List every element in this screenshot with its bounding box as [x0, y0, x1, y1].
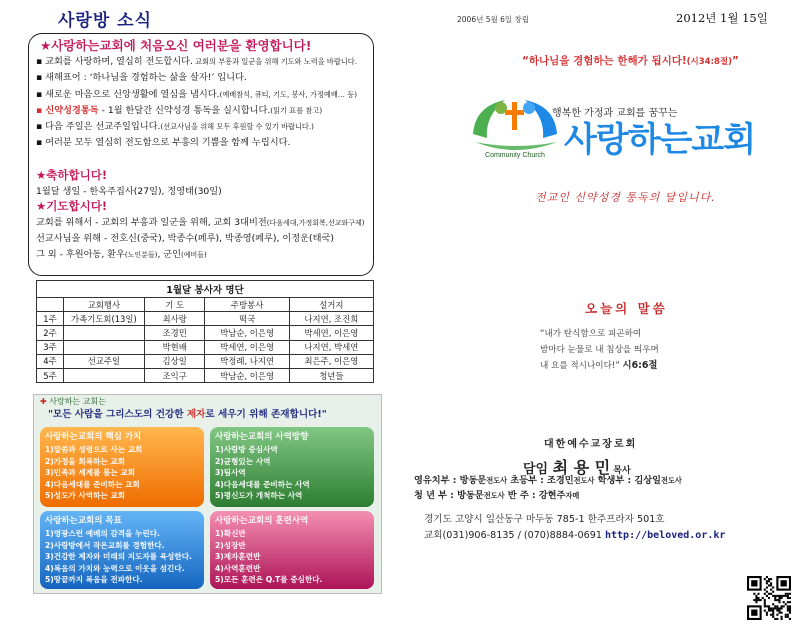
vision-logo-text: 사랑하는 교회는: [49, 397, 106, 406]
word-line: “내가 탄식함으로 피곤하여: [540, 329, 642, 339]
congrats-text: 1월달 생일 - 한옥주집사(27일), 정영태(30일): [36, 185, 222, 197]
volunteer-cell: 박남순, 이은영: [205, 326, 289, 340]
bulletin-date: 2012년 1월 15일: [676, 11, 768, 25]
volunteer-cell: 가족기도회(13일): [63, 312, 144, 326]
volunteer-cell: 박현배: [144, 340, 205, 354]
announcement-item: [36, 103, 370, 119]
volunteer-header: [37, 298, 64, 312]
prayer-text: 그 외 - 후원아동, 환우: [36, 248, 125, 260]
card-goals: [40, 511, 204, 589]
volunteer-cell: 김상일: [144, 354, 205, 368]
vision-slogan: [48, 406, 327, 420]
card-item: 4)사역훈련반: [215, 563, 261, 573]
staff-row: [414, 488, 799, 503]
volunteer-cell: 청년들: [289, 368, 373, 382]
volunteer-header: 주방봉사: [205, 298, 289, 312]
card-item: 3)제자훈련반: [215, 552, 261, 561]
theme-text: “하나님을 경험하는 한해가 됩시다!: [522, 55, 687, 67]
announcement-text: - 1월 한달간 신약성경 통독을 실시합니다.: [98, 104, 271, 116]
volunteer-row: [37, 326, 374, 340]
word-ref: 시6:6절: [622, 360, 658, 371]
prayer-note: (다음세대,가정회복,선교와구제): [266, 218, 365, 227]
staff-title: 전도사: [483, 491, 505, 500]
card-item: 1)영광스런 예배의 감격을 누린다.: [45, 529, 160, 538]
card-title: 사랑하는교회의 훈련사역: [215, 516, 309, 526]
volunteer-cell: 조경민: [144, 326, 205, 340]
announcement-text: ▪ 새로운 마음으로 신앙생활에 열심을 냅시다.: [36, 88, 220, 100]
staff-name: 방동문: [457, 490, 484, 501]
prayer-text: , 군인: [157, 248, 182, 260]
prayer-note: (예비들): [181, 250, 207, 259]
congrats-section: [36, 168, 370, 263]
church-contact: [424, 512, 799, 544]
volunteer-header: 교회행사: [63, 298, 144, 312]
announcement-item: [36, 119, 370, 135]
staff-title: 자매: [565, 491, 580, 500]
volunteer-header: 기 도: [144, 298, 205, 312]
word-line: 밤마다 눈물로 내 침상을 띄우며: [540, 345, 659, 355]
year-theme: [522, 53, 739, 68]
card-item: 3)팀사역: [215, 468, 246, 477]
volunteer-cell: 3주: [37, 340, 64, 354]
prayer-item: [36, 215, 370, 232]
card-item: 3)건강한 제자와 미래의 지도자를 육성한다.: [45, 552, 192, 561]
card-core-values: [40, 427, 204, 507]
prayer-item: [36, 231, 370, 247]
volunteer-cell: 2주: [37, 326, 64, 340]
theme-close: ”: [732, 55, 739, 67]
church-name: 사랑하는교회: [564, 120, 756, 160]
card-item: 3)민족과 세계를 품는 교회: [45, 468, 136, 477]
staff-role: 반 주 :: [504, 490, 539, 501]
volunteer-cell: 박세연, 이은영: [289, 326, 373, 340]
prayer-heading: ★기도합시다!: [36, 199, 108, 213]
staff-title: 전도사: [573, 476, 595, 485]
card-title: 사랑하는교회의 목표: [45, 516, 122, 526]
card-item: 5)모든 훈련은 Q.T를 중심한다.: [215, 575, 323, 584]
announcement-note: (읽기 표를 참고): [270, 105, 323, 115]
announcement-note: (예배참석, 큐티, 기도, 봉사, 가정예배… 등): [219, 89, 358, 99]
card-item: 2)성장반: [215, 540, 246, 550]
card-item: 1)말씀과 성령으로 사는 교회: [45, 445, 143, 454]
announcement-text: ▪ 새해표어 : ‘하나님을 경험하는 삶을 살자!’ 입니다.: [36, 72, 247, 84]
staff-role: 학생부 :: [594, 475, 635, 486]
slogan-highlight: 제자: [186, 409, 206, 420]
staff-role: 청 년 부 :: [414, 490, 458, 501]
denomination: 대한예수교장로회: [544, 439, 638, 450]
staff-row: [414, 473, 799, 488]
staff-title: 전도사: [486, 476, 508, 485]
todays-word: [540, 326, 750, 374]
church-url[interactable]: http://beloved.or.kr: [605, 530, 726, 541]
church-address: 경기도 고양시 일산동구 마두동 785-1 한주프라자 501호: [424, 514, 665, 525]
prayer-item: [36, 247, 370, 264]
staff-role: 영유치부 :: [414, 475, 460, 486]
staff-name: 조경민: [546, 475, 574, 486]
volunteer-cell: [63, 326, 144, 340]
card-item: 1)확신반: [215, 529, 246, 538]
congrats-heading: ★축하합니다!: [36, 168, 108, 182]
volunteer-table: [36, 280, 374, 383]
pastor-label: 담임: [523, 462, 553, 477]
founded-date: 2006년 5월 6일 창립: [457, 15, 530, 24]
pastor-title: 목사: [610, 466, 631, 476]
announcement-text: ▪ 다음 주일은 선교주일입니다.: [36, 121, 161, 133]
volunteer-cell: 최은주, 이은영: [289, 354, 373, 368]
card-item: 4)다음세대를 준비하는 교회: [45, 479, 140, 489]
volunteer-cell: 나지연, 조진희: [289, 312, 373, 326]
volunteer-row: [37, 368, 374, 382]
staff-name: 방동문: [459, 475, 487, 486]
card-item: 5)성도가 사역하는 교회: [45, 491, 126, 500]
cross-icon: ✚: [40, 397, 47, 406]
volunteer-row: [37, 312, 374, 326]
word-line: 내 요를 적시나이다!”: [540, 361, 620, 371]
volunteer-cell: [63, 340, 144, 354]
volunteer-cell: 5주: [37, 368, 64, 382]
section-title: 사랑방 소식: [58, 11, 153, 31]
card-ministry-direction: [210, 427, 374, 507]
church-phone: 교회(031)906-8135 / (070)8884-0691: [424, 530, 605, 541]
pastor-name: 최 용 민: [552, 458, 611, 477]
volunteer-cell: 4주: [37, 354, 64, 368]
welcome-heading: ★사랑하는교회에 처음오신 여러분을 환영합니다!: [40, 38, 312, 53]
volunteer-cell: 1주: [37, 312, 64, 326]
staff-list: [414, 473, 799, 503]
church-logo-icon: [465, 86, 565, 162]
announcement-text: ▪ 여러분 모두 열심히 전도함으로 부흥의 기쁨을 함께 누립시다.: [36, 137, 291, 149]
volunteer-cell: 떡국: [205, 312, 289, 326]
staff-title: 전도사: [661, 476, 682, 485]
announcement-note: (선교사님을 위해 모두 후원할 수 있기 바랍니다.): [160, 122, 314, 132]
volunteer-cell: 박정례, 나지연: [205, 354, 289, 368]
announcement-item: [36, 87, 370, 103]
slogan-part: "모든 사람을 그리스도의 건강한: [48, 409, 187, 420]
card-item: 5)땅끝까지 복음을 전파한다.: [45, 575, 143, 584]
volunteer-cell: 선교주일: [63, 354, 144, 368]
card-item: 2)사랑방에서 작은교회를 경험한다.: [45, 540, 165, 550]
staff-role: 초등부 :: [507, 475, 547, 486]
prayer-text: 선교사님을 위해 - 전호신(중국), 박종수(페루), 박종영(페루), 이정운(태국): [36, 233, 334, 244]
card-item: 4)복음의 가치와 능력으로 이웃을 섬긴다.: [45, 563, 185, 573]
announcement-note: 교회의 부흥과 일군을 위해 기도와 노력을 바랍니다.: [192, 57, 357, 66]
announcement-item: [36, 70, 370, 86]
volunteer-header: 설거지: [289, 298, 373, 312]
card-item: 1)사랑방 중심사역: [215, 445, 278, 454]
announcement-text: ▪ 교회를 사랑하며, 열심히 전도합시다.: [36, 56, 193, 67]
announcement-lead: ▪ 신약성경통독: [36, 104, 99, 116]
card-item: 2)가정을 회복하는 교회: [45, 456, 126, 466]
bible-reading-notice: 전교인 신약성경 통독의 달입니다.: [535, 191, 716, 204]
slogan-part: 로 세우기 위해 존재합니다!": [205, 409, 327, 420]
card-item: 5)평신도가 개척하는 사역: [215, 491, 303, 500]
card-training: [210, 511, 374, 589]
announcement-item: [36, 135, 370, 151]
staff-name: 강현주: [538, 490, 566, 501]
volunteer-cell: 나지연, 박세연: [289, 340, 373, 354]
announcement-item: [36, 54, 370, 70]
logo-caption: Community Church: [485, 152, 545, 159]
volunteer-table-title: 1월달 봉사자 명단: [36, 280, 374, 297]
todays-word-title: 오늘의 말씀: [585, 301, 668, 316]
staff-name: 김상일: [634, 475, 661, 486]
volunteer-cell: 조익구: [144, 368, 205, 382]
prayer-note: (노인분들): [124, 250, 158, 259]
theme-ref: (시34:8절): [686, 57, 733, 67]
card-item: 2)균형있는 사역: [215, 456, 271, 466]
qr-code-icon: [747, 576, 791, 620]
prayer-text: 교회를 위해서 - 교회의 부흥과 일군을 위해, 교회 3대비전: [36, 216, 267, 228]
church-tagline: 행복한 가정과 교회를 꿈꾸는: [552, 108, 678, 119]
volunteer-cell: 박남순, 이은영: [205, 368, 289, 382]
card-item: 4)다음세대를 준비하는 사역: [215, 479, 310, 489]
volunteer-cell: 박세연, 이은영: [205, 340, 289, 354]
volunteer-cell: [63, 368, 144, 382]
volunteer-cell: 최사랑: [144, 312, 205, 326]
card-title: 사랑하는교회의 사역방향: [215, 432, 309, 442]
prayer-list: [36, 215, 370, 264]
announcement-list: [36, 54, 370, 152]
volunteer-row: [37, 354, 374, 368]
volunteer-row: [37, 340, 374, 354]
card-title: 사랑하는교회의 핵심 가치: [45, 432, 142, 442]
